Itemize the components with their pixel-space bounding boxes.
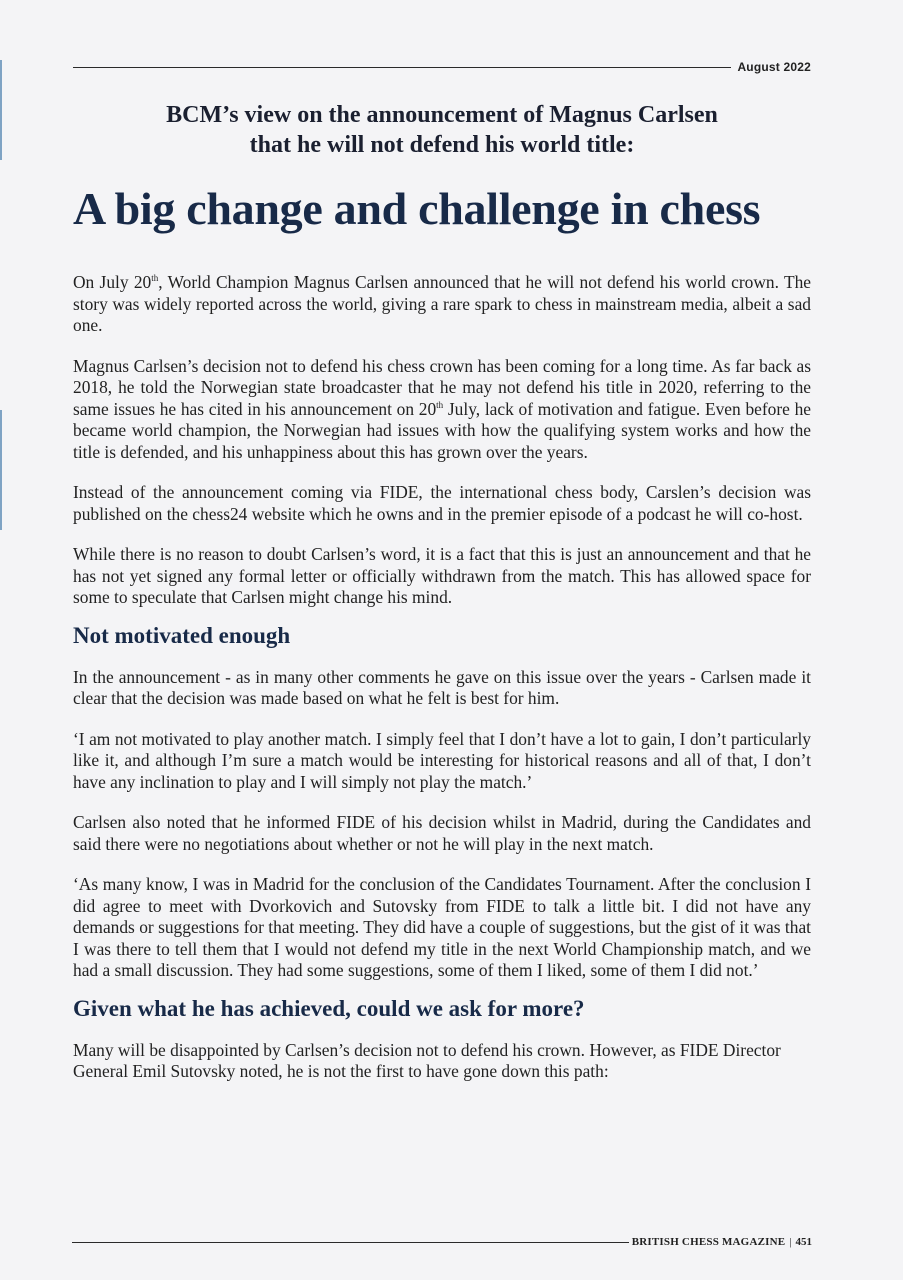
paragraph: In the announcement - as in many other comments he gave on this issue over the years - Carlsen made it clear that the decision was made based on what he felt is best for him. bbox=[73, 666, 811, 708]
footer-separator: | bbox=[789, 1236, 792, 1248]
paragraph-text: , World Champion Magnus Carlsen announced that he will not defend his world crown. The story was widely reported across the world, giving a rare spark to chess in mainstream media, albeit a sad one. bbox=[73, 272, 811, 335]
quote-paragraph: ‘As many know, I was in Madrid for the conclusion of the Candidates Tournament. After the conclusion I did agree to meet with Dvorkovich and Sutovsky from FIDE to talk a little bit. I did not have any demands or suggestions for that meeting. They did have a couple of suggestions, but the gist of it was that I was there to tell them that I would not defend my title in the next World Championship match, and we had a small discussion. They had some suggestions, some of them I liked, some of them I did not.’ bbox=[73, 874, 811, 980]
paragraph-text: Magnus Carlsen’s decision not to defend his chess crown has been coming for a long time. As far back as 2018, he told the Norwegian state broadcaster that he may not defend his title in 2020, referring to the same issues he has cited in his announcement on 20 bbox=[73, 355, 811, 419]
paragraph bbox=[73, 356, 811, 464]
page-number: 451 bbox=[795, 1236, 812, 1248]
paragraph-text: July, lack of motivation and fatigue. Even before he became world champion, the Norwegian had issues with how the qualifying system works and how the title is defended, and his unhappiness about this has grown over the years. bbox=[73, 398, 811, 462]
paragraph: Many will be disappointed by Carlsen’s decision not to defend his crown. However, as FIDE Director General Emil Sutovsky noted, he is not the first to have gone down this path: bbox=[73, 1039, 781, 1081]
quote-paragraph: ‘I am not motivated to play another match. I simply feel that I don’t have a lot to gain, I don’t particularly like it, and although I’m sure a match would be interesting for historical reasons and all of that, I don’t have any inclination to play and I will simply not play the match.’ bbox=[73, 728, 811, 792]
article-body bbox=[73, 272, 811, 1083]
paragraph: While there is no reason to doubt Carlsen’s word, it is a fact that this is just an announcement and that he has not yet signed any formal letter or officially withdrawn from the match. This has allowed space for some to speculate that Carlsen might change his mind. bbox=[73, 544, 811, 607]
footer-rule bbox=[72, 1242, 629, 1243]
left-edge-marker bbox=[0, 410, 2, 530]
kicker-line-2: that he will not defend his world title: bbox=[249, 132, 635, 158]
paragraph-text: On July 20 bbox=[73, 272, 152, 292]
ordinal-suffix: th bbox=[436, 399, 444, 410]
footer-bar bbox=[72, 1236, 812, 1248]
headline: A big change and challenge in chess bbox=[73, 183, 761, 234]
paragraph bbox=[73, 272, 811, 337]
paragraph: Carlsen also noted that he informed FIDE of his decision whilst in Madrid, during the Candidates and said there were no negotiations about whether or not he will play in the next match. bbox=[73, 812, 811, 854]
ordinal-suffix: th bbox=[151, 273, 159, 283]
header-rule bbox=[73, 67, 731, 68]
paragraph: Instead of the announcement coming via FIDE, the international chess body, Carslen’s decision was published on the chess24 website which he owns and in the premier episode of a podcast he will co-host. bbox=[73, 482, 811, 524]
kicker-line-1: BCM’s view on the announcement of Magnus Carlsen bbox=[166, 102, 718, 128]
left-edge-marker bbox=[0, 60, 2, 160]
section-heading: Given what he has achieved, could we ask for more? bbox=[73, 995, 585, 1021]
header-bar bbox=[73, 60, 811, 74]
section-heading: Not motivated enough bbox=[73, 622, 291, 648]
magazine-name: BRITISH CHESS MAGAZINE bbox=[631, 1236, 786, 1248]
kicker bbox=[73, 100, 811, 160]
issue-date: August 2022 bbox=[737, 60, 811, 74]
